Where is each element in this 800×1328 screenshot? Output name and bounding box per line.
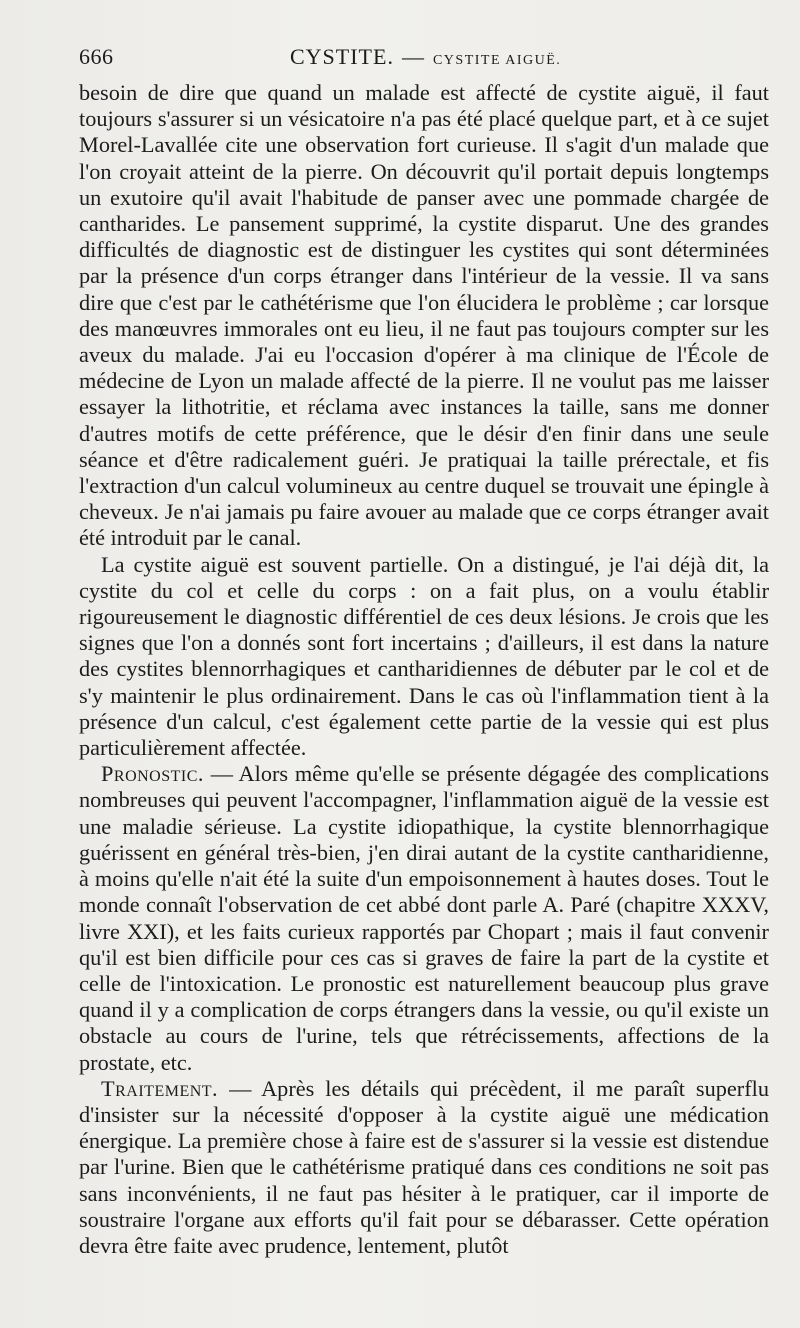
- pronostic-heading: Pronostic.: [101, 761, 204, 787]
- page-number: 666: [79, 44, 114, 69]
- paragraph-diagnostic-continued: besoin de dire que quand un malade est affecté de cystite aiguë, il faut toujours s'assurer si un vésicatoire n'a pas été placé quelque part, et à ce sujet Morel-Lavallée cite une observation fort curieuse. Il s'agit d'un malade que l'on croyait atteint de la pierre. On découvrit qu'il portait depuis longtemps un exutoire qu'il avait l'habitude de panser avec une pommade chargée de cantharides. Le pansement supprimé, la cystite disparut. Une des grandes difficultés de diagnostic est de distinguer les cystites qui sont déterminées par la présence d'un corps étranger dans l'intérieur de la vessie. Il va sans dire que c'est par le cathétérisme que l'on élucidera le problème ; car lorsque des manœuvres immorales ont eu lieu, il ne faut pas toujours compter sur les aveux du malade. J'ai eu l'occasion d'opérer à ma clinique de l'École de médecine de Lyon un malade affecté de la pierre. Il ne voulut pas me laisser essayer la lithotritie, et réclama avec instances la taille, sans me donner d'autres motifs de cette préférence, que le désir d'en finir dans une seule séance et d'être radicalement guéri. Je pratiquai la taille prérectale, et fis l'extraction d'un calcul volumineux au centre duquel se trouvait une épingle à cheveux. Je n'ai jamais pu faire avouer au malade que ce corps étranger avait été introduit par le canal.: [79, 80, 769, 551]
- paragraph-cystite-partielle: La cystite aiguë est souvent partielle. On a distingué, je l'ai déjà dit, la cystite du col et celle du corps : on a fait plus, on a voulu établir rigoureusement le diagnostic différentiel de ces deux lésions. Je crois que les signes que l'on a donnés sont fort incertains ; d'ailleurs, il est dans la nature des cystites blennorrhagiques et cantharidiennes de débuter par le col et de s'y maintenir le plus ordinairement. Dans le cas où l'inflammation tient à la présence d'un calcul, c'est également cette partie de la vessie qui est plus particulièrement affectée.: [79, 551, 769, 761]
- pronostic-text: — Alors même qu'elle se présente dégagée des complications nombreuses qui peuvent l'accompagner, l'inflammation aiguë de la vessie est une maladie sérieuse. La cystite idiopathique, la cystite blennorrhagique guérissent en général très-bien, j'en dirai autant de la cystite cantharidienne, à moins qu'elle n'ait été la suite d'un empoisonnement à hautes doses. Tout le monde connaît l'observation de cet abbé dont parle A. Paré (chapitre XXXV, livre XXI), et les faits curieux rapportés par Chopart ; mais il faut convenir qu'il est bien difficile pour ces cas si graves de faire la part de la cystite et celle de l'intoxication. Le pronostic est naturellement beaucoup plus grave quand il y a complication de corps étrangers dans la vessie, ou qu'il existe un obstacle au cours de l'urine, tels que rétrécissements, affections de la prostate, etc.: [79, 761, 769, 1075]
- paragraph-traitement: [79, 1076, 769, 1259]
- paragraph-pronostic: [79, 761, 769, 1075]
- section-subtitle: CYSTITE AIGUË.: [432, 53, 562, 68]
- running-head: [79, 44, 769, 74]
- body-text: [79, 80, 769, 1259]
- traitement-heading: Traitement.: [101, 1075, 219, 1101]
- chapter-title: CYSTITE.: [290, 44, 394, 69]
- traitement-text: — Après les détails qui précèdent, il me paraît superflu d'insister sur la nécessité d'opposer à la cystite aiguë une médication énergique. La première chose à faire est de s'assurer si la vessie est distendue par l'urine. Bien que le cathétérisme pratiqué dans ces conditions ne soit pas sans inconvénients, il ne faut pas hésiter à le pratiquer, car il importe de soustraire l'organe aux efforts qu'il fait pour se débarasser. Cette opération devra être faite avec prudence, lentement, plutôt: [79, 1075, 769, 1258]
- running-title: [290, 44, 561, 70]
- title-dash: —: [401, 44, 425, 69]
